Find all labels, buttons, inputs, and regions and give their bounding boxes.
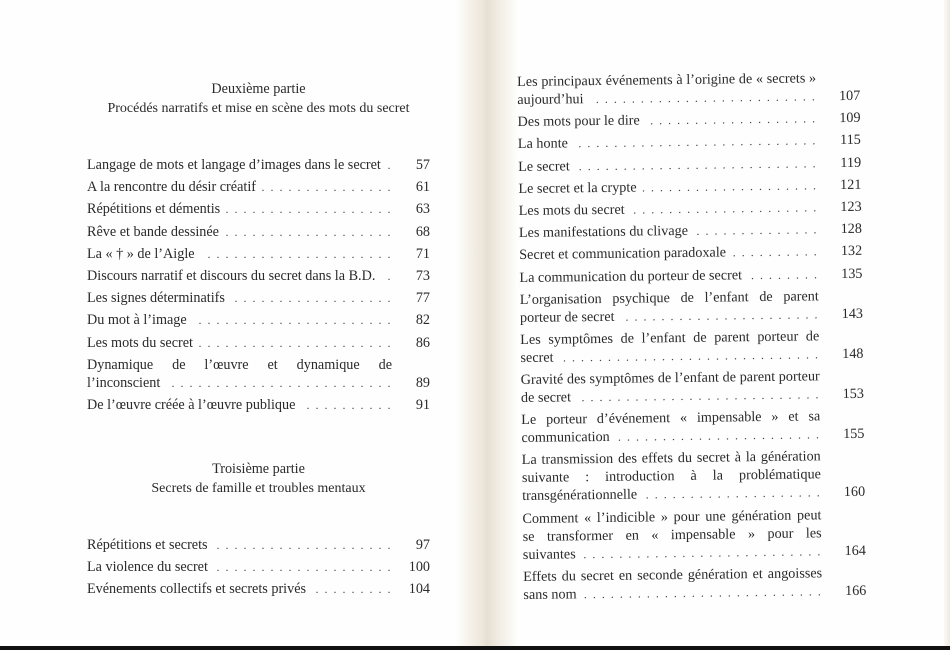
toc-list <box>87 156 430 414</box>
part-title: Troisième partie <box>212 461 305 478</box>
toc-page-number: 132 <box>818 242 862 261</box>
toc-page-number: 71 <box>392 245 430 263</box>
right-page <box>517 69 867 608</box>
toc-entry-title: Les principaux événements à l’origine de « secrets » aujourd’hui <box>517 70 817 108</box>
toc-entry-title-wrap <box>519 220 818 242</box>
toc-entry <box>517 109 860 131</box>
toc-entry <box>87 267 430 285</box>
toc-entry <box>519 220 862 242</box>
toc-entry-title: La violence du secret <box>87 559 214 575</box>
toc-page-number: 104 <box>392 580 430 598</box>
toc-list <box>517 69 866 604</box>
toc-entry <box>520 327 863 367</box>
toc-entry-title-wrap <box>518 132 817 154</box>
toc-entry-title: Effets du secret en seconde génération et angoisses sans nom <box>523 565 823 603</box>
toc-entry-title-wrap <box>87 267 392 285</box>
toc-entry-title-wrap <box>523 564 822 604</box>
toc-entry-title: L’organisation psychique de l’enfant de parent porteur de secret <box>519 288 819 326</box>
toc-page-number: 166 <box>822 582 866 601</box>
toc-entry-title-wrap <box>518 154 817 176</box>
toc-entry-title: Les mots du secret <box>87 335 199 351</box>
toc-entry <box>87 356 430 392</box>
toc-entry <box>519 242 862 264</box>
toc-entry-title-wrap <box>520 287 819 327</box>
toc-page-number: 121 <box>817 176 861 195</box>
toc-entry-title: Répétitions et secrets <box>87 537 214 553</box>
book-gutter <box>456 0 516 646</box>
part-title: Deuxième partie <box>211 81 306 97</box>
toc-entry-title: Rêve et bande dessinée <box>87 224 225 240</box>
toc-entry-title-wrap <box>87 223 392 241</box>
toc-entry-title-wrap <box>522 506 822 564</box>
toc-entry <box>522 505 866 563</box>
toc-entry <box>518 131 861 153</box>
toc-entry-title: La « † » de l’Aigle <box>87 246 201 262</box>
toc-entry-title-wrap <box>520 327 819 367</box>
toc-entry-title: La communication du porteur de secret <box>519 267 748 286</box>
toc-entry <box>87 289 430 307</box>
part-subtitle: Secrets de famille et troubles mentaux <box>151 481 366 497</box>
toc-entry-title: Les signes déterminatifs <box>87 290 231 306</box>
toc-entry <box>87 245 430 263</box>
toc-entry-title-wrap <box>87 289 392 307</box>
toc-entry-title: Le secret et la crypte <box>518 179 642 197</box>
toc-entry-title-wrap <box>87 356 392 392</box>
part-heading <box>87 460 430 498</box>
part-heading <box>87 80 430 118</box>
toc-entry-title: Répétitions et démentis <box>87 201 226 217</box>
toc-entry <box>521 407 864 447</box>
toc-entry-title: Evénements collectifs et secrets privés <box>87 581 312 597</box>
toc-entry <box>87 156 430 174</box>
toc-entry-title-wrap <box>87 558 392 576</box>
toc-entry-title: Dynamique de l’œuvre et dynamique de l’inconscient <box>87 356 392 391</box>
toc-entry-title-wrap <box>519 198 818 220</box>
toc-page-number: 63 <box>392 200 430 218</box>
toc-entry-title-wrap <box>87 536 392 554</box>
toc-list <box>87 536 430 598</box>
toc-entry-title: Des mots pour le dire <box>518 113 646 131</box>
toc-entry-title-wrap <box>87 396 392 414</box>
toc-entry-title: Langage de mots et langage d’images dans le secret <box>87 157 387 173</box>
toc-entry <box>87 558 430 576</box>
toc-entry-title: Les mots du secret <box>519 202 631 219</box>
toc-entry-title: La honte <box>518 136 574 153</box>
toc-entry-title-wrap <box>522 448 822 506</box>
toc-entry-title-wrap <box>519 265 818 287</box>
page-edge <box>944 0 950 646</box>
toc-entry <box>517 69 860 109</box>
toc-entry-title-wrap <box>521 367 820 407</box>
toc-page-number: 153 <box>820 385 864 404</box>
toc-entry <box>87 178 430 196</box>
toc-page-number: 115 <box>817 131 861 150</box>
toc-page-number: 100 <box>392 558 430 576</box>
toc-entry <box>521 367 864 407</box>
toc-entry-title-wrap <box>87 200 392 218</box>
part-subtitle: Procédés narratifs et mise en scène des mots du secret <box>107 101 410 116</box>
toc-entry <box>87 396 430 414</box>
toc-page-number: 77 <box>392 289 430 307</box>
scan-border <box>0 646 950 650</box>
toc-page-number: 82 <box>392 311 430 329</box>
toc-entry-title-wrap <box>87 178 392 196</box>
toc-entry-title: Gravité des symptômes de l’enfant de parent porteur de secret <box>520 368 820 407</box>
toc-page-number: 160 <box>821 483 865 502</box>
toc-entry-title-wrap <box>518 176 817 198</box>
toc-entry <box>87 334 430 352</box>
toc-entry-title-wrap <box>87 334 392 352</box>
toc-entry-title-wrap <box>521 408 820 448</box>
toc-entry-title-wrap <box>517 69 816 109</box>
toc-entry-title-wrap <box>519 243 818 265</box>
toc-entry-title: Le porteur d’événement « impensable » et sa communication <box>521 408 821 447</box>
toc-entry <box>87 311 430 329</box>
toc-page-number: 143 <box>819 304 863 323</box>
toc-entry-title: Discours narratif et discours du secret dans la B.D. <box>87 268 381 284</box>
toc-page-number: 86 <box>392 334 430 352</box>
toc-entry <box>87 580 430 598</box>
toc-page-number: 68 <box>392 223 430 241</box>
toc-entry-title: Secret et communication paradoxale <box>519 245 732 264</box>
left-page <box>87 80 430 603</box>
toc-page-number: 123 <box>818 198 862 217</box>
toc-entry-title: Le secret <box>518 158 576 175</box>
toc-page-number: 128 <box>818 220 862 239</box>
toc-entry <box>87 200 430 218</box>
toc-page-number: 119 <box>817 153 861 172</box>
toc-entry-title: Comment « l’indicible » pour une génération peut se transformer en « impensable » pour les suivantes <box>522 506 822 563</box>
toc-entry-title: Les symptômes de l’enfant de parent porteur de secret <box>520 328 820 366</box>
toc-page-number: 109 <box>816 109 860 128</box>
toc-page-number: 61 <box>392 178 430 196</box>
toc-entry-title-wrap <box>87 156 392 174</box>
toc-entry-title-wrap <box>87 245 392 263</box>
toc-entry-title: Du mot à l’image <box>87 312 193 328</box>
toc-entry <box>87 536 430 554</box>
toc-page-number: 148 <box>819 345 863 364</box>
toc-entry <box>520 286 863 326</box>
toc-entry-title-wrap <box>87 580 392 598</box>
toc-page-number: 91 <box>392 396 430 414</box>
toc-entry <box>87 223 430 241</box>
toc-entry <box>519 198 862 220</box>
toc-page-number: 155 <box>820 425 864 444</box>
toc-entry-title: Les manifestations du clivage <box>519 223 694 241</box>
toc-page-number: 107 <box>816 87 860 106</box>
toc-page-number: 73 <box>392 267 430 285</box>
toc-page-number: 89 <box>392 374 430 392</box>
toc-page-number: 164 <box>822 541 866 560</box>
toc-entry <box>522 447 866 505</box>
toc-page-number: 97 <box>392 536 430 554</box>
toc-page-number: 135 <box>818 264 862 283</box>
toc-entry-title: A la rencontre du désir créatif <box>87 179 262 195</box>
toc-entry <box>518 176 861 198</box>
toc-entry-title-wrap <box>517 110 816 132</box>
toc-entry-title-wrap <box>87 311 392 329</box>
toc-entry <box>519 264 862 286</box>
toc-entry-title: La transmission des effets du secret à la génération suivante : introduction à la problématique transgénérationnelle <box>521 448 822 505</box>
toc-page-number: 57 <box>392 156 430 174</box>
toc-entry <box>518 153 861 175</box>
toc-entry <box>523 564 866 604</box>
toc-entry-title: De l’œuvre créée à l’œuvre publique <box>87 397 301 413</box>
